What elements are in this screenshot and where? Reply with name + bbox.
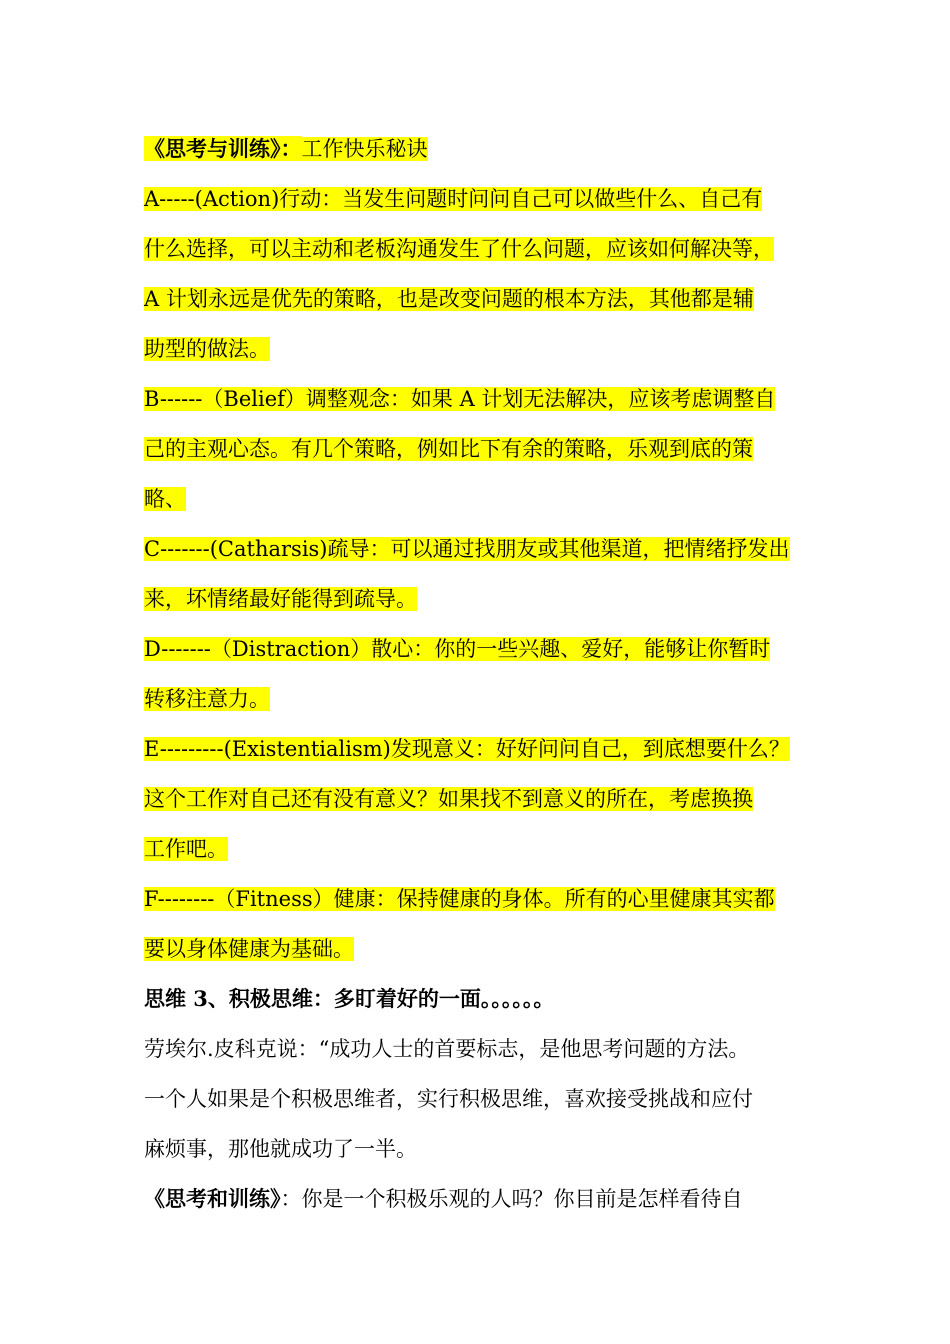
a-line-1-text-0: A-----(Action)行动：当发生问题时问问自己可以做些什么、自己有 (144, 187, 763, 211)
a-line-3-text-0: A 计划永远是优先的策略，也是改变问题的根本方法，其他都是辅 (144, 287, 754, 311)
c-line-2-text-0: 来，坏情绪最好能得到疏导。 (144, 587, 417, 611)
f-line-1-text-0: F--------（Fitness）健康：保持健康的身体。所有的心里健康其实都 (144, 887, 775, 911)
d-line-1 (144, 624, 834, 674)
b-line-2-text-0: 己的主观心态。有几个策略，例如比下有余的策略，乐观到底的策 (144, 437, 753, 461)
d-line-2-text-0: 转移注意力。 (144, 687, 270, 711)
a-line-1 (144, 174, 834, 224)
training-heading-2-text-0: 《思考和训练》 (144, 1186, 281, 1211)
training-heading-1 (144, 124, 834, 174)
b-line-2 (144, 424, 834, 474)
e-line-1 (144, 724, 834, 774)
quote-line-3-text-0: 麻烦事，那他就成功了一半。 (144, 1137, 417, 1161)
b-line-1 (144, 374, 834, 424)
b-line-3-text-0: 略、 (144, 487, 186, 511)
e-line-2-text-0: 这个工作对自己还有没有意义？如果找不到意义的所在，考虑换换 (144, 787, 753, 811)
thinking-3-heading-text-0: 思维 3、积极思维：多盯着好的一面。。。。。。 (144, 986, 555, 1011)
a-line-2 (144, 224, 834, 274)
b-line-3 (144, 474, 834, 524)
training-heading-2 (144, 1174, 834, 1224)
a-line-4-text-0: 助型的做法。 (144, 337, 270, 361)
e-line-3 (144, 824, 834, 874)
training-heading-1-text-0: 《思考与训练》： (144, 136, 302, 161)
training-heading-1-text-1: 工作快乐秘诀 (301, 137, 428, 161)
d-line-1-text-0: D-------（Distraction）散心：你的一些兴趣、爱好，能够让你暂时 (144, 637, 771, 661)
e-line-3-text-0: 工作吧。 (144, 837, 228, 861)
c-line-1-text-0: C-------(Catharsis)疏导：可以通过找朋友或其他渠道，把情绪抒发出 (144, 537, 790, 561)
a-line-2-text-0: 什么选择，可以主动和老板沟通发生了什么问题，应该如何解决等， (144, 237, 774, 261)
d-line-2 (144, 674, 834, 724)
c-line-2 (144, 574, 834, 624)
e-line-2 (144, 774, 834, 824)
f-line-2 (144, 924, 834, 974)
quote-line-1 (144, 1024, 834, 1074)
training-heading-2-text-1: ：你是一个积极乐观的人吗？你目前是怎样看待自 (280, 1187, 743, 1211)
e-line-1-text-0: E---------(Existentialism)发现意义：好好问问自己，到底想要什么？ (144, 737, 790, 761)
f-line-2-text-0: 要以身体健康为基础。 (144, 937, 354, 961)
quote-line-3 (144, 1124, 834, 1174)
b-line-1-text-0: B------（Belief）调整观念：如果 A 计划无法解决，应该考虑调整自 (144, 387, 776, 411)
quote-line-1-text-0: 劳埃尔.皮科克说：“成功人士的首要标志，是他思考问题的方法。 (144, 1037, 750, 1061)
f-line-1 (144, 874, 834, 924)
quote-line-2-text-0: 一个人如果是个积极思维者，实行积极思维，喜欢接受挑战和应付 (144, 1087, 753, 1111)
quote-line-2 (144, 1074, 834, 1124)
document-page (144, 124, 834, 1224)
a-line-3 (144, 274, 834, 324)
a-line-4 (144, 324, 834, 374)
c-line-1 (144, 524, 834, 574)
thinking-3-heading (144, 974, 834, 1024)
